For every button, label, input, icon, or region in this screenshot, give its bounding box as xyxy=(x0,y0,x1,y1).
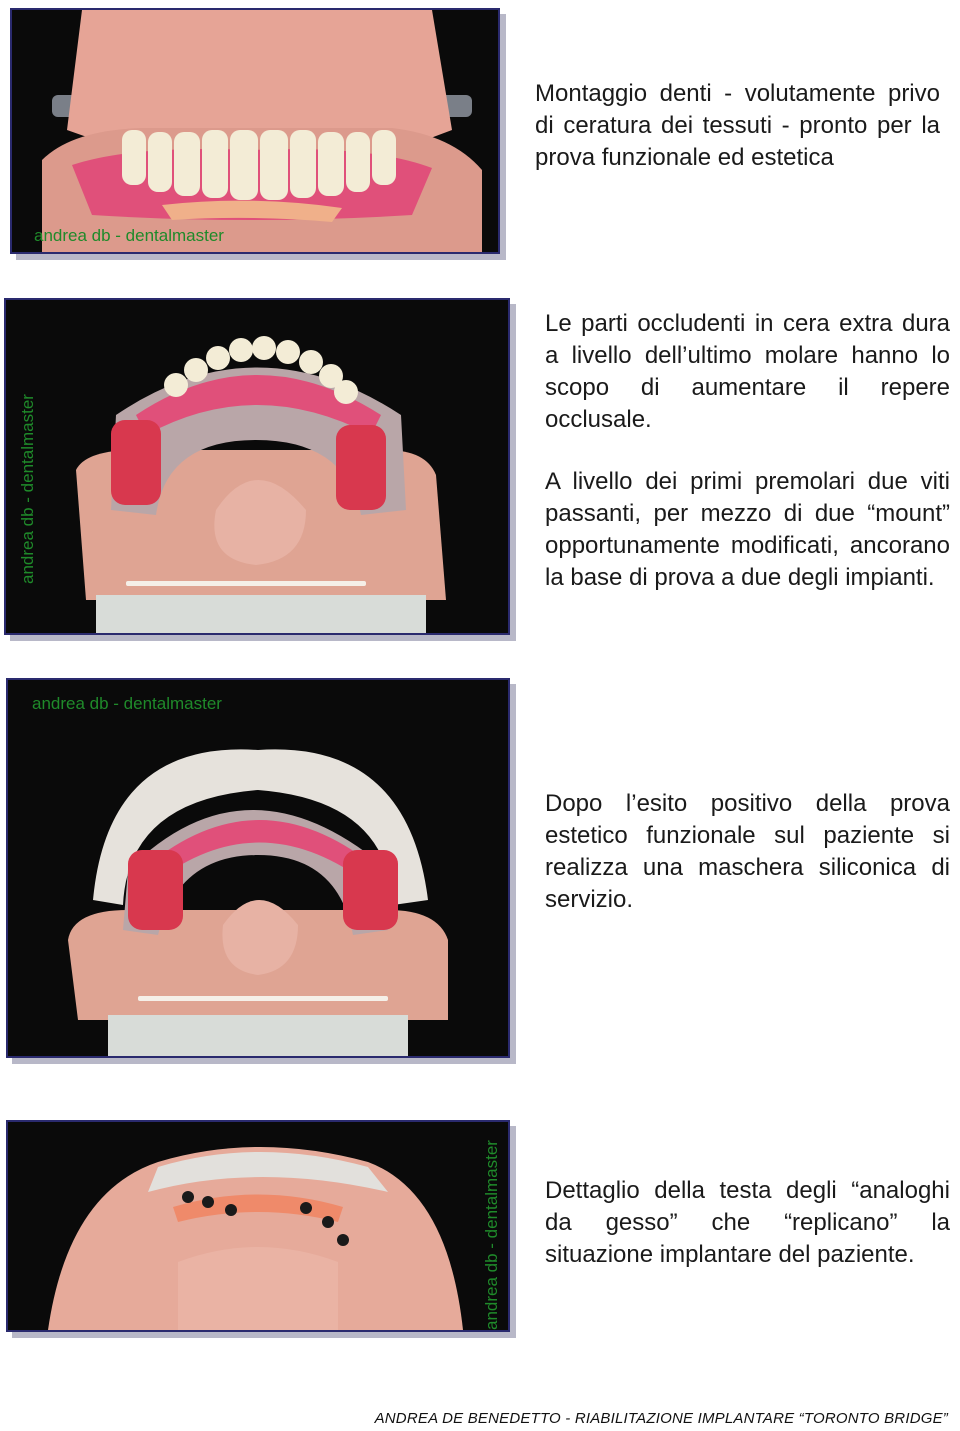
photo-silicone-mask xyxy=(6,678,510,1058)
watermark-text: andrea db - dentalmaster xyxy=(32,694,222,713)
photo-denture-frontal xyxy=(10,8,500,254)
photo-implant-analogs xyxy=(6,1120,510,1332)
caption-4-text: Dettaglio della testa degli “analoghi da gesso” che “replicano” la situazione implantare del paziente. xyxy=(545,1177,950,1268)
caption-3-text: Dopo l’esito positivo della prova estetico funzionale sul paziente si realizza una maschera siliconica di servizio. xyxy=(545,790,950,913)
caption-1-text: Montaggio denti - volutamente privo di ceratura dei tessuti - pronto per la prova funzionale ed estetica xyxy=(535,80,940,171)
caption-2-paragraph-2: A livello dei primi premolari due viti passanti, per mezzo di due “mount” opportunamente modificati, ancorano la base di prova a due degli impianti. xyxy=(545,468,950,591)
denture-frontal-image xyxy=(12,10,498,252)
watermark-text: andrea db - dentalmaster xyxy=(18,394,37,584)
photo-trial-base-occlusal xyxy=(4,298,510,635)
silicone-mask-image xyxy=(8,680,508,1056)
caption-2-paragraph-1: Le parti occludenti in cera extra dura a livello dell’ultimo molare hanno lo scopo di aumentare il repere occlusale. xyxy=(545,310,950,433)
watermark-text: andrea db - dentalmaster xyxy=(34,226,224,245)
page-footer: ANDREA DE BENEDETTO - RIABILITAZIONE IMPLANTARE “TORONTO BRIDGE” xyxy=(374,1410,948,1427)
caption-4 xyxy=(545,1175,950,1271)
watermark-text: andrea db - dentalmaster xyxy=(482,1140,501,1330)
caption-1 xyxy=(535,78,940,174)
caption-2 xyxy=(545,308,950,594)
trial-base-image xyxy=(6,300,508,633)
implant-analogs-image xyxy=(8,1122,508,1330)
caption-3 xyxy=(545,788,950,916)
